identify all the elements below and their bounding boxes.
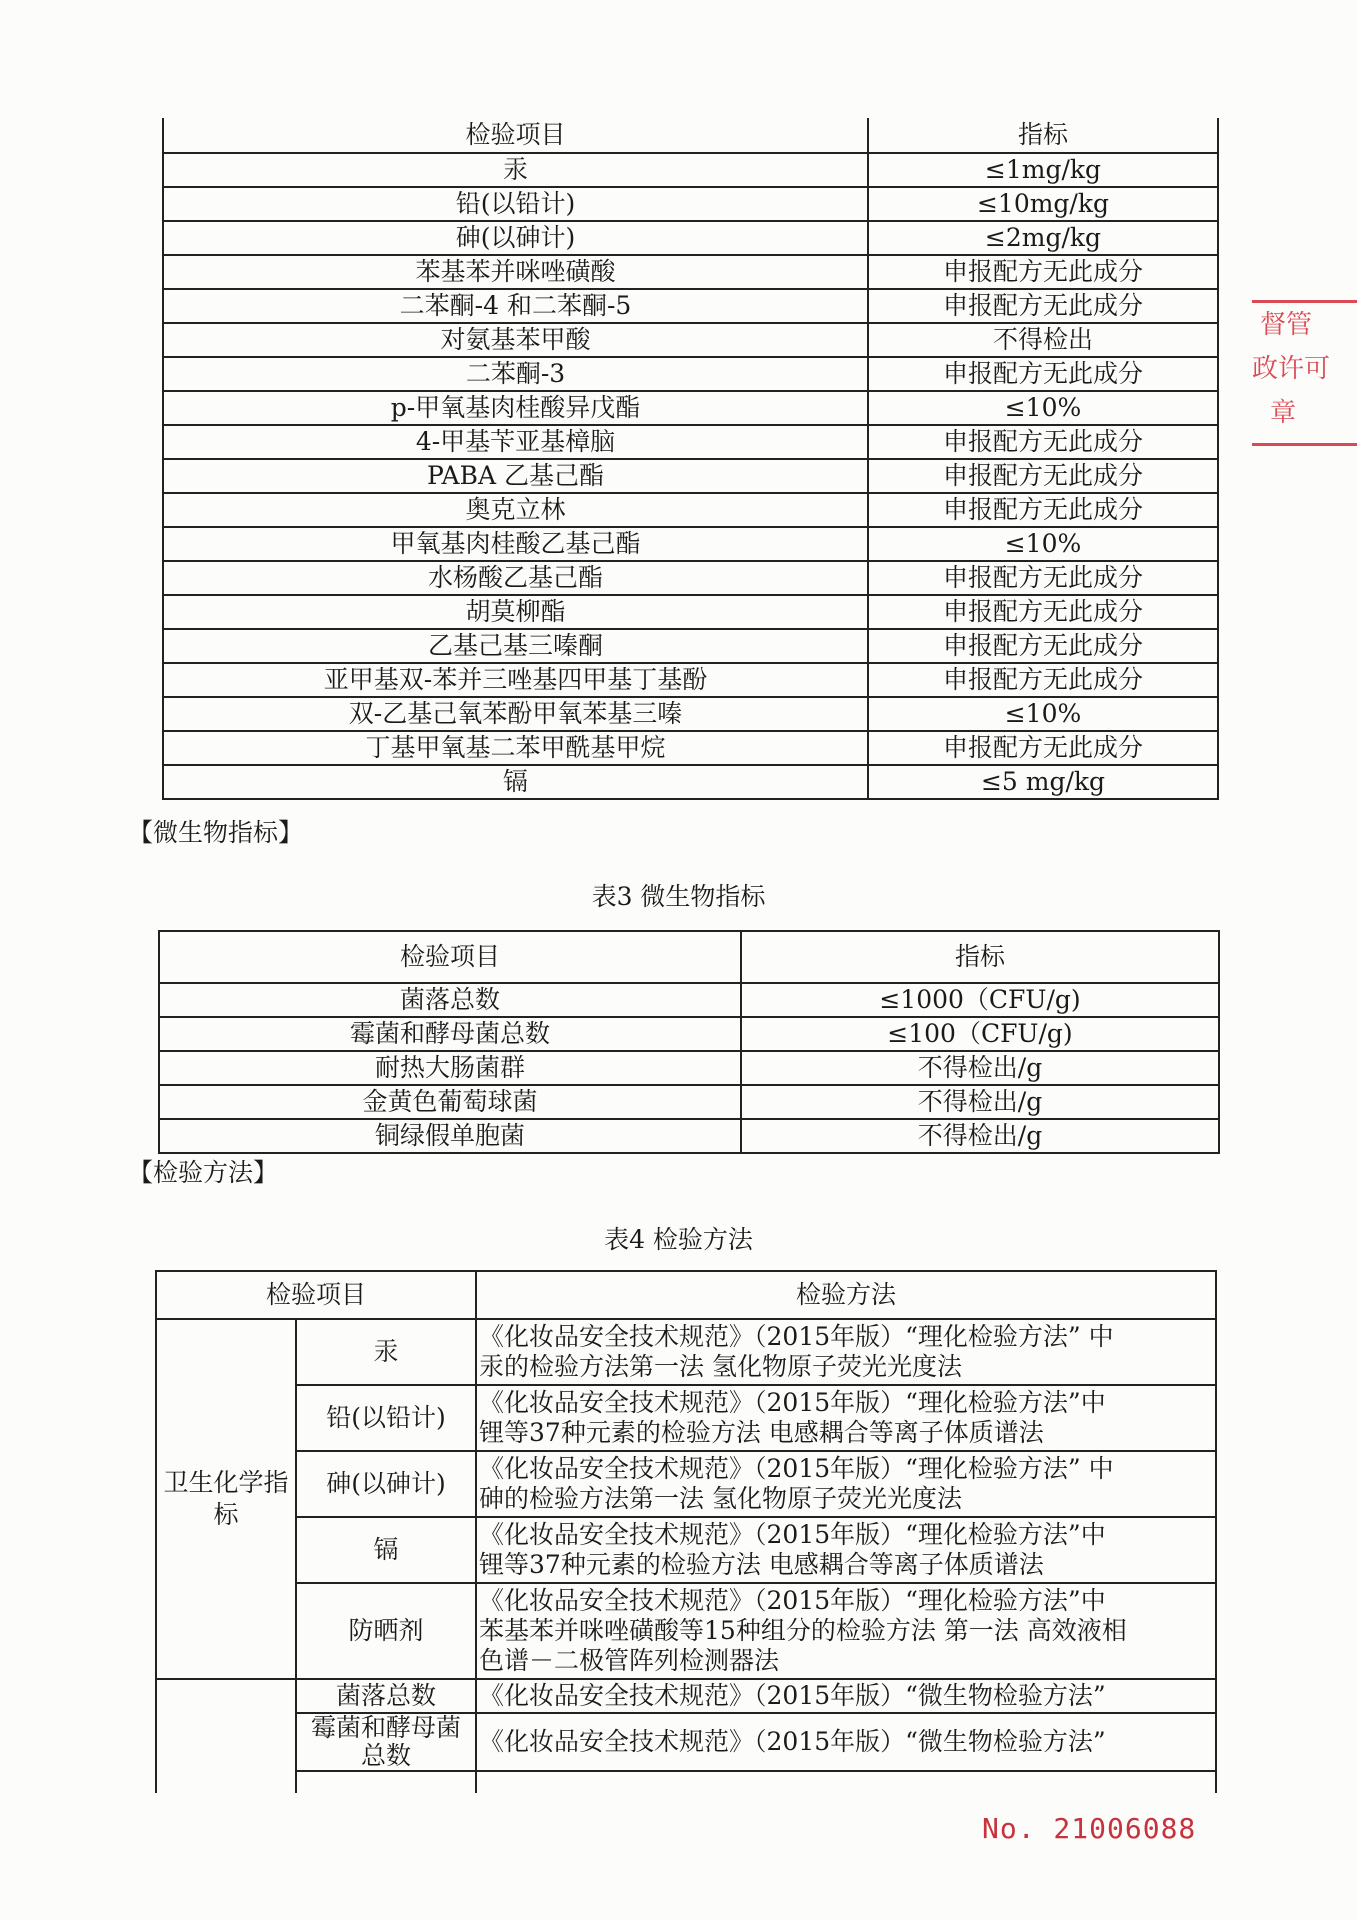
- microbe-table: [158, 930, 1220, 1154]
- method-cell: 《化妆品安全技术规范》（2015年版）“理化检验方法” 中 汞的检验方法第一法 氢化物原子荧光光度法: [476, 1319, 1216, 1385]
- item-cell: 丁基甲氧基二苯甲酰基甲烷: [163, 731, 868, 765]
- seal-line: 督管: [1260, 310, 1313, 340]
- table-row: [159, 1119, 1219, 1153]
- sanitary-chemistry-table: [162, 118, 1219, 800]
- indicator-cell: ≤5 mg/kg: [868, 765, 1218, 799]
- method-cell: 《化妆品安全技术规范》（2015年版）“理化检验方法”中 苯基苯并咪唑磺酸等15种组分的检验方法 第一法 高效液相 色谱－二极管阵列检测器法: [476, 1583, 1216, 1679]
- item-cell: 菌落总数: [159, 983, 741, 1017]
- header-indicator: 指标: [741, 931, 1219, 983]
- table-row: [163, 595, 1218, 629]
- table-row: [159, 1051, 1219, 1085]
- item-cell: 砷(以砷计): [163, 221, 868, 255]
- indicator-cell: ≤1000（CFU/g): [741, 983, 1219, 1017]
- table-row: [163, 289, 1218, 323]
- item-cell: 菌落总数: [296, 1679, 476, 1713]
- header-item: 检验项目: [159, 931, 741, 983]
- table4-caption: 表4 检验方法: [604, 1225, 753, 1254]
- indicator-cell: 申报配方无此成分: [868, 595, 1218, 629]
- header-item: 检验项目: [163, 118, 868, 153]
- item-cell: 霉菌和酵母菌总数: [159, 1017, 741, 1051]
- item-cell: 奥克立林: [163, 493, 868, 527]
- indicator-cell: ≤10mg/kg: [868, 187, 1218, 221]
- table-header-row: [163, 118, 1218, 153]
- item-cell: 水杨酸乙基己酯: [163, 561, 868, 595]
- seal-line: 政许可: [1252, 354, 1331, 384]
- table-row: [163, 527, 1218, 561]
- header-indicator: 指标: [868, 118, 1218, 153]
- item-cell: 防晒剂: [296, 1583, 476, 1679]
- item-cell: 苯基苯并咪唑磺酸: [163, 255, 868, 289]
- indicator-cell: 申报配方无此成分: [868, 289, 1218, 323]
- item-cell: PABA 乙基己酯: [163, 459, 868, 493]
- indicator-cell: 申报配方无此成分: [868, 493, 1218, 527]
- method-section-heading: 【检验方法】: [128, 1158, 279, 1187]
- table-row: [159, 1017, 1219, 1051]
- indicator-cell: 申报配方无此成分: [868, 459, 1218, 493]
- item-cell: 铅(以铅计): [163, 187, 868, 221]
- item-cell: 4-甲基苄亚基樟脑: [163, 425, 868, 459]
- method-cell: 《化妆品安全技术规范》（2015年版）“微生物检验方法”: [476, 1679, 1216, 1713]
- item-cell: 金黄色葡萄球菌: [159, 1085, 741, 1119]
- table-row: [163, 663, 1218, 697]
- header-method: 检验方法: [476, 1271, 1216, 1319]
- empty-cell: [476, 1771, 1216, 1793]
- item-cell: 砷(以砷计): [296, 1451, 476, 1517]
- official-seal-fragment: [1252, 300, 1357, 446]
- indicator-cell: 申报配方无此成分: [868, 255, 1218, 289]
- table-row: [156, 1517, 1216, 1583]
- indicator-cell: 不得检出/g: [741, 1085, 1219, 1119]
- table-row: [163, 391, 1218, 425]
- item-cell: 铅(以铅计): [296, 1385, 476, 1451]
- table-header-row: [159, 931, 1219, 983]
- method-cell: 《化妆品安全技术规范》（2015年版）“理化检验方法”中 锂等37种元素的检验方法 电感耦合等离子体质谱法: [476, 1517, 1216, 1583]
- table-row: [163, 459, 1218, 493]
- item-cell: 二苯酮-4 和二苯酮-5: [163, 289, 868, 323]
- serial-number: No. 21006088: [982, 1812, 1197, 1845]
- table-row: [163, 561, 1218, 595]
- table3-caption: 表3 微生物指标: [591, 882, 766, 911]
- indicator-cell: 申报配方无此成分: [868, 357, 1218, 391]
- item-cell: 镉: [296, 1517, 476, 1583]
- item-cell: 镉: [163, 765, 868, 799]
- item-cell: 甲氧基肉桂酸乙基己酯: [163, 527, 868, 561]
- table-row: [163, 221, 1218, 255]
- method-cell: 《化妆品安全技术规范》（2015年版）“理化检验方法” 中 砷的检验方法第一法 氢化物原子荧光光度法: [476, 1451, 1216, 1517]
- table-row: [163, 765, 1218, 799]
- item-cell: 胡莫柳酯: [163, 595, 868, 629]
- indicator-cell: ≤2mg/kg: [868, 221, 1218, 255]
- table-row: [163, 697, 1218, 731]
- indicator-cell: 申报配方无此成分: [868, 561, 1218, 595]
- indicator-cell: ≤100（CFU/g): [741, 1017, 1219, 1051]
- table-row: [163, 255, 1218, 289]
- empty-cell: [296, 1771, 476, 1793]
- item-cell: 二苯酮-3: [163, 357, 868, 391]
- item-cell: 对氨基苯甲酸: [163, 323, 868, 357]
- item-cell: 耐热大肠菌群: [159, 1051, 741, 1085]
- table-row: [163, 187, 1218, 221]
- item-cell: 铜绿假单胞菌: [159, 1119, 741, 1153]
- table-row: [159, 983, 1219, 1017]
- item-cell: 亚甲基双-苯并三唑基四甲基丁基酚: [163, 663, 868, 697]
- table-row: [163, 629, 1218, 663]
- header-item: 检验项目: [156, 1271, 476, 1319]
- method-cell: 《化妆品安全技术规范》（2015年版）“微生物检验方法”: [476, 1713, 1216, 1771]
- indicator-cell: ≤10%: [868, 391, 1218, 425]
- method-cell: 《化妆品安全技术规范》（2015年版）“理化检验方法”中 锂等37种元素的检验方法 电感耦合等离子体质谱法: [476, 1385, 1216, 1451]
- indicator-cell: 不得检出/g: [741, 1119, 1219, 1153]
- seal-line: 章: [1270, 398, 1297, 428]
- item-cell: p-甲氧基肉桂酸异戊酯: [163, 391, 868, 425]
- table-row: [159, 1085, 1219, 1119]
- table-header-row: [156, 1271, 1216, 1319]
- indicator-cell: 不得检出: [868, 323, 1218, 357]
- indicator-cell: ≤1mg/kg: [868, 153, 1218, 187]
- indicator-cell: 不得检出/g: [741, 1051, 1219, 1085]
- indicator-cell: 申报配方无此成分: [868, 663, 1218, 697]
- table-row: [156, 1451, 1216, 1517]
- item-cell: 汞: [163, 153, 868, 187]
- item-cell: 汞: [296, 1319, 476, 1385]
- table-row: [156, 1713, 1216, 1771]
- item-cell: 霉菌和酵母菌总数: [296, 1713, 476, 1771]
- microbe-section-heading: 【微生物指标】: [128, 818, 304, 847]
- table-row: [156, 1319, 1216, 1385]
- table-row: [163, 493, 1218, 527]
- table-row: [163, 731, 1218, 765]
- table-row: [163, 357, 1218, 391]
- item-cell: 乙基己基三嗪酮: [163, 629, 868, 663]
- table-row: [156, 1385, 1216, 1451]
- group-microbe: [156, 1679, 296, 1793]
- indicator-cell: 申报配方无此成分: [868, 731, 1218, 765]
- indicator-cell: ≤10%: [868, 697, 1218, 731]
- indicator-cell: 申报配方无此成分: [868, 629, 1218, 663]
- table-row-partial: [156, 1771, 1216, 1793]
- indicator-cell: 申报配方无此成分: [868, 425, 1218, 459]
- item-cell: 双-乙基己氧苯酚甲氧苯基三嗪: [163, 697, 868, 731]
- table-row: [163, 323, 1218, 357]
- indicator-cell: ≤10%: [868, 527, 1218, 561]
- method-table: [155, 1270, 1217, 1793]
- group-sanitary-chemistry: 卫生化学指标: [156, 1319, 296, 1679]
- table-row: [163, 153, 1218, 187]
- table-row: [156, 1583, 1216, 1679]
- table-row: [163, 425, 1218, 459]
- table-row: [156, 1679, 1216, 1713]
